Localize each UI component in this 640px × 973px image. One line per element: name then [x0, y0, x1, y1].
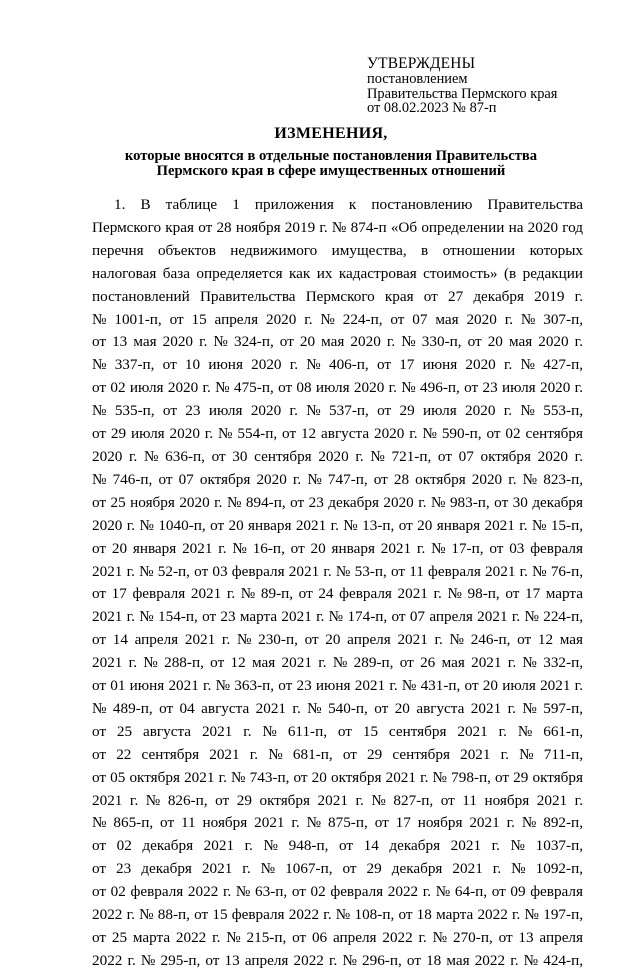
- body-line: № 1001-п, от 15 апреля 2020 г. № 224-п, от 07 мая 2020 г. № 307-п,: [92, 310, 583, 328]
- body-line: № 535-п, от 23 июля 2020 г. № 537-п, от 29 июля 2020 г. № 553-п,: [92, 402, 583, 420]
- body-line: от 02 декабря 2021 г. № 948-п, от 14 декабря 2021 г. № 1037-п,: [92, 837, 583, 855]
- body-line: от 17 февраля 2021 г. № 89-п, от 24 февраля 2021 г. № 98-п, от 17 марта: [92, 585, 583, 603]
- body-line: от 14 апреля 2021 г. № 230-п, от 20 апреля 2021 г. № 246-п, от 12 мая: [92, 631, 583, 649]
- body-line: от 22 сентября 2021 г. № 681-п, от 29 сентября 2021 г. № 711-п,: [92, 745, 583, 763]
- document-body: [92, 194, 583, 973]
- body-line: 2022 г. № 88-п, от 15 февраля 2022 г. № 108-п, от 18 марта 2022 г. № 197-п,: [92, 906, 583, 924]
- body-line: 2020 г. № 636-п, от 30 сентября 2020 г. № 721-п, от 07 октября 2020 г.: [92, 447, 583, 465]
- body-line: от 23 декабря 2021 г. № 1067-п, от 29 декабря 2021 г. № 1092-п,: [92, 860, 583, 878]
- heading-title: ИЗМЕНЕНИЯ,: [274, 125, 388, 142]
- body-line: от 13 мая 2020 г. № 324-п, от 20 мая 2020 г. № 330-п, от 20 мая 2020 г.: [92, 333, 583, 351]
- approval-line-3: от 08.02.2023 № 87-п: [367, 100, 497, 116]
- body-line: 2020 г. № 1040-п, от 20 января 2021 г. № 13-п, от 20 января 2021 г. № 15-п,: [92, 516, 583, 534]
- body-line: перечня объектов недвижимого имущества, в отношении которых: [92, 241, 583, 259]
- body-line: от 02 июля 2020 г. № 475-п, от 08 июля 2020 г. № 496-п, от 23 июля 2020 г.: [92, 379, 583, 397]
- body-line: от 25 марта 2022 г. № 215-п, от 06 апреля 2022 г. № 270-п, от 13 апреля: [92, 929, 583, 946]
- body-line: 1. В таблице 1 приложения к постановлению Правительства: [114, 196, 583, 213]
- body-line: от 25 августа 2021 г. № 611-п, от 15 сентября 2021 г. № 661-п,: [92, 722, 583, 740]
- body-line: № 337-п, от 10 июня 2020 г. № 406-п, от 17 июня 2020 г. № 427-п,: [92, 356, 583, 374]
- body-line: от 20 января 2021 г. № 16-п, от 20 января 2021 г. № 17-п, от 03 февраля: [92, 539, 583, 557]
- body-line: № 746-п, от 07 октября 2020 г. № 747-п, от 28 октября 2020 г. № 823-п,: [92, 470, 583, 488]
- body-line: от 01 июня 2021 г. № 363-п, от 23 июня 2021 г. № 431-п, от 20 июля 2021 г.: [92, 677, 583, 695]
- approval-title: УТВЕРЖДЕНЫ: [367, 55, 476, 72]
- approval-line-1: постановлением: [367, 71, 468, 87]
- body-line: от 29 июля 2020 г. № 554-п, от 12 августа 2020 г. № 590-п, от 02 сентября: [92, 425, 583, 443]
- body-line: 2021 г. № 52-п, от 03 февраля 2021 г. № 53-п, от 11 февраля 2021 г. № 76-п,: [92, 562, 583, 580]
- heading-subtitle-line-2: Пермского края в сфере имущественных отношений: [156, 163, 506, 179]
- body-line: 2022 г. № 295-п, от 13 апреля 2022 г. № 296-п, от 18 мая 2022 г. № 424-п,: [92, 951, 583, 969]
- body-line: № 489-п, от 04 августа 2021 г. № 540-п, от 20 августа 2021 г. № 597-п,: [92, 699, 583, 717]
- body-line: 2021 г. № 826-п, от 29 октября 2021 г. № 827-п, от 11 ноября 2021 г.: [92, 791, 583, 809]
- heading-subtitle-line-1: которые вносятся в отдельные постановления Правительства: [124, 148, 538, 164]
- body-line: постановлений Правительства Пермского края от 27 декабря 2019 г.: [92, 287, 583, 305]
- body-line: 2021 г. № 288-п, от 12 мая 2021 г. № 289-п, от 26 мая 2021 г. № 332-п,: [92, 654, 583, 672]
- body-line: 2021 г. № 154-п, от 23 марта 2021 г. № 174-п, от 07 апреля 2021 г. № 224-п,: [92, 608, 583, 626]
- approval-stamp: [367, 55, 617, 116]
- body-line: налоговая база определяется как их кадастровая стоимость» (в редакции: [92, 264, 583, 282]
- approval-line-2: Правительства Пермского края: [367, 85, 558, 102]
- body-line: от 02 февраля 2022 г. № 63-п, от 02 февраля 2022 г. № 64-п, от 09 февраля: [92, 883, 583, 901]
- body-line: от 25 ноября 2020 г. № 894-п, от 23 декабря 2020 г. № 983-п, от 30 декабря: [92, 493, 583, 511]
- body-line: Пермского края от 28 ноября 2019 г. № 874-п «Об определении на 2020 год: [92, 218, 583, 236]
- body-line: № 865-п, от 11 ноября 2021 г. № 875-п, от 17 ноября 2021 г. № 892-п,: [92, 814, 583, 832]
- body-line: от 05 октября 2021 г. № 743-п, от 20 октября 2021 г. № 798-п, от 29 октября: [92, 768, 583, 786]
- document-heading: [0, 125, 640, 179]
